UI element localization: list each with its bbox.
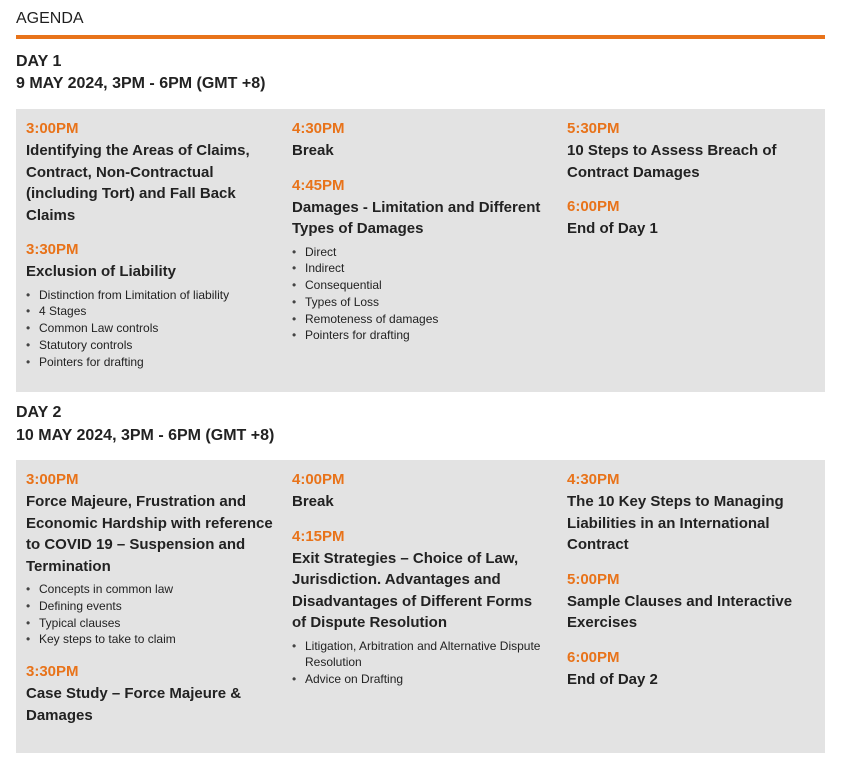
session-title: End of Day 1	[567, 220, 658, 237]
day-1-label: DAY 1	[16, 53, 62, 70]
session-title: Break	[292, 142, 334, 159]
session	[26, 119, 276, 226]
day-2-panel	[16, 460, 825, 753]
session	[567, 648, 812, 691]
topic-item: • Key steps to take to claim	[39, 631, 276, 648]
session-time: 4:15PM	[292, 527, 345, 545]
session	[26, 662, 276, 726]
session-title: Identifying the Areas of Claims, Contract, Non-Contractual (including Tort) and Fall Back Claims	[26, 142, 250, 224]
session	[292, 470, 547, 513]
session-title: Exit Strategies – Choice of Law, Jurisdiction. Advantages and Disadvantages of Different Forms of Dispute Resolution	[292, 549, 533, 631]
day-2-label: DAY 2	[16, 404, 62, 421]
topic-item: • Typical clauses	[39, 615, 276, 632]
session-time: 3:00PM	[26, 120, 79, 137]
session	[567, 470, 812, 556]
topic-item: • Statutory controls	[39, 337, 276, 354]
session-title: Case Study – Force Majeure & Damages	[26, 685, 242, 724]
topic-item: • Pointers for drafting	[39, 354, 276, 371]
topic-item: • Types of Loss	[305, 294, 547, 311]
session-topics	[292, 638, 547, 688]
topic-item: • Distinction from Limitation of liability	[39, 287, 276, 304]
day-2-column-2	[292, 470, 547, 688]
session-time: 3:30PM	[26, 663, 79, 681]
session-title: Force Majeure, Frustration and Economic Hardship with reference to COVID 19 – Suspension and Termination	[26, 493, 273, 575]
day-1-date: 9 MAY 2024, 3PM - 6PM (GMT +8)	[16, 75, 266, 92]
session-title: Exclusion of Liability	[26, 263, 177, 280]
day-2-column-3	[567, 470, 812, 690]
day-1-column-1	[26, 119, 276, 370]
session-title: Damages - Limitation and Different Types of Damages	[292, 198, 541, 237]
topic-item: • Pointers for drafting	[305, 327, 547, 344]
session-topics	[26, 287, 276, 371]
session-time: 4:00PM	[292, 471, 345, 488]
topic-item: • Concepts in common law	[39, 581, 276, 598]
session-time: 5:00PM	[567, 570, 620, 588]
topic-item: • Common Law controls	[39, 320, 276, 337]
session-time: 4:30PM	[292, 120, 345, 137]
agenda-divider	[16, 35, 825, 39]
session	[567, 119, 812, 183]
session	[292, 176, 547, 345]
session-topics	[26, 581, 276, 648]
session-time: 4:45PM	[292, 176, 345, 194]
topic-item: • Remoteness of damages	[305, 311, 547, 328]
session-time: 5:30PM	[567, 120, 620, 137]
topic-item: • Defining events	[39, 598, 276, 615]
session-title: End of Day 2	[567, 670, 658, 688]
session	[567, 570, 812, 634]
topic-item: • Direct	[305, 244, 547, 261]
day-1-column-2	[292, 119, 547, 344]
session	[292, 119, 547, 162]
session-title: Sample Clauses and Interactive Exercises	[567, 592, 793, 631]
session-title: Break	[292, 493, 334, 510]
session-time: 6:00PM	[567, 198, 620, 215]
topic-item: • 4 Stages	[39, 303, 276, 320]
session-time: 6:00PM	[567, 648, 620, 666]
session-topics	[292, 244, 547, 345]
day-1-panel	[16, 109, 825, 392]
topic-item: • Consequential	[305, 277, 547, 294]
session-time: 3:30PM	[26, 241, 79, 258]
session	[292, 527, 547, 688]
session-time: 4:30PM	[567, 471, 620, 488]
topic-item: • Litigation, Arbitration and Alternative Dispute Resolution	[305, 638, 547, 672]
topic-item: • Advice on Drafting	[305, 671, 547, 688]
day-1-column-3	[567, 119, 812, 240]
session-title: The 10 Key Steps to Managing Liabilities in an International Contract	[567, 493, 784, 553]
session-title: 10 Steps to Assess Breach of Contract Damages	[567, 142, 777, 181]
topic-item: • Indirect	[305, 260, 547, 277]
day-2-column-1	[26, 470, 276, 726]
session	[26, 240, 276, 370]
day-2-date: 10 MAY 2024, 3PM - 6PM (GMT +8)	[16, 427, 275, 444]
session	[26, 470, 276, 648]
agenda-heading: AGENDA	[16, 10, 84, 27]
session-time: 3:00PM	[26, 471, 79, 488]
session	[567, 197, 812, 240]
